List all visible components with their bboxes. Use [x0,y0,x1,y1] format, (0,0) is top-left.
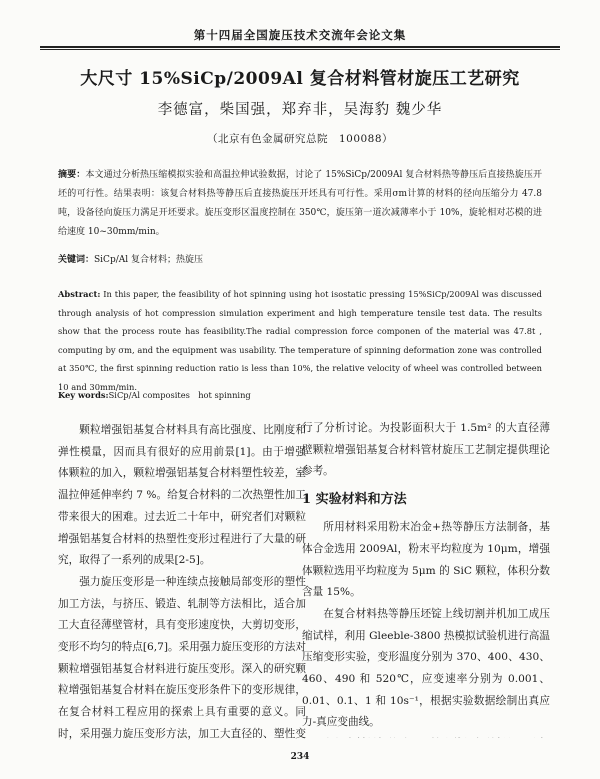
running-header: 第十四届全国旋压技术交流年会论文集 [193,28,407,42]
body-column-right [302,418,550,738]
keywords-chinese-text: SiCp/Al 复合材料；热旋压 [94,255,203,265]
body-paragraph: 所用材料采用粉末冶金+热等静压方法制备，基体合金选用 2009Al，粉末平均粒度为 10μm，增强体颗粒选用平均粒度为 5μm 的 SiC 颗粒，体积分数含量 15%。 [302,521,550,599]
abstract-english [58,285,542,397]
keywords-english-text: SiCp/Al composites hot spinning [108,390,251,400]
abstract-chinese-text: 本文通过分析热压缩模拟实验和高温拉伸试验数据，讨论了 15%SiCp/2009Al 复合材料热等静压后直接热旋压开坯的可行性。结果表明：该复合材料热等静压后直接热旋压开坯具有可行性。采用σm计算的材料的径向压缩分力 47.8 吨，设备径向旋压力满足开坯要求。旋压变形区温度控制在 350℃，旋压第一道次减薄率小于 10%，旋轮相对芯模的进给速度 10~30mm/min。 [58,170,542,237]
author-list: 李德富，柴国强，郑弃非，吴海豹 魏少华 [157,102,443,118]
abstract-chinese [58,166,542,242]
body-paragraph: 在复合材料热等静压坯锭上线切割并机加工成压缩试样，利用 Gleeble-3800 热模拟试验机进行高温压缩变形实验，变形温度分别为 370、400、430、460、490 和 520℃，应变速率分别为 0.001、0.01、0.1、1 和 10s⁻¹，根据实验数据绘制出真应力-真应变曲线。 [302,607,550,729]
abstract-chinese-label: 摘要： [58,170,86,180]
body-paragraph [302,734,550,738]
paper-title: 大尺寸 15%SiCp/2009Al 复合材料管材旋压工艺研究 [80,69,520,89]
header-rule-thin [40,49,560,50]
keywords-english-label: Key words: [58,390,109,400]
abstract-english-text: In this paper, the feasibility of hot spinning using hot isostatic pressing 15%SiCp/2009Al was discussed through analysis of hot compression simulation experiment and high temperature tensile test data. The results show that the process route has feasibility.The radial compression force componen of the material was 47.8t , computing by σm, and the equipment was usability. The temperature of spinning deformation zone was controlled at 350℃, the first spinning reduction ratio is less than 10%, the relative velocity of wheel was controlled between 10 and 30mm/min. [58,289,542,392]
body-paragraph: 颗粒增强铝基复合材料具有高比强度、比刚度和弹性模量，因而具有很好的应用前景[1]。由于增强体颗粒的加入，颗粒增强铝基复合材料塑性较差，室温拉伸延伸率约 7 %。给复合材料的二次热塑性加工带来很大的困难。过去近二十年中，研究者们对颗粒增强铝基复合材料的热塑性变形过程进行了大量的研究，取得了一系列的成果[2-5]。 [58,424,306,567]
affiliation: （北京有色金属研究总院 100088） [206,133,394,145]
body-paragraph: 行了分析讨论。为投影面积大于 1.5m² 的大直径薄壁颗粒增强铝基复合材料管材旋压工艺制定提供理论参考。 [302,422,550,478]
body-column-left [58,420,306,740]
abstract-english-label: Abstract: [58,289,101,299]
keywords-chinese-label: 关键词： [58,255,95,265]
header-rule-thick [40,46,560,48]
keywords-english [58,387,542,403]
keywords-chinese [58,252,542,268]
page-number: 234 [290,752,310,762]
body-paragraph: 强力旋压变形是一种连续点接触局部变形的塑性加工方法，与挤压、锻造、轧制等方法相比，适合加工大直径薄壁管材，具有变形速度快，大剪切变形，变形不均匀的特点[6,7]。采用强力旋压变形的方法对颗粒增强铝基复合材料进行旋压变形。深入的研究颗粒增强铝基复合材料在旋压变形条件下的变形规律，在复合材料工程应用的探索上具有重要的意义。同时，采用强力旋压变形方法，加工大直径的、塑性变 [58,575,306,740]
section-heading: 1 实验材料和方法 [302,492,407,508]
